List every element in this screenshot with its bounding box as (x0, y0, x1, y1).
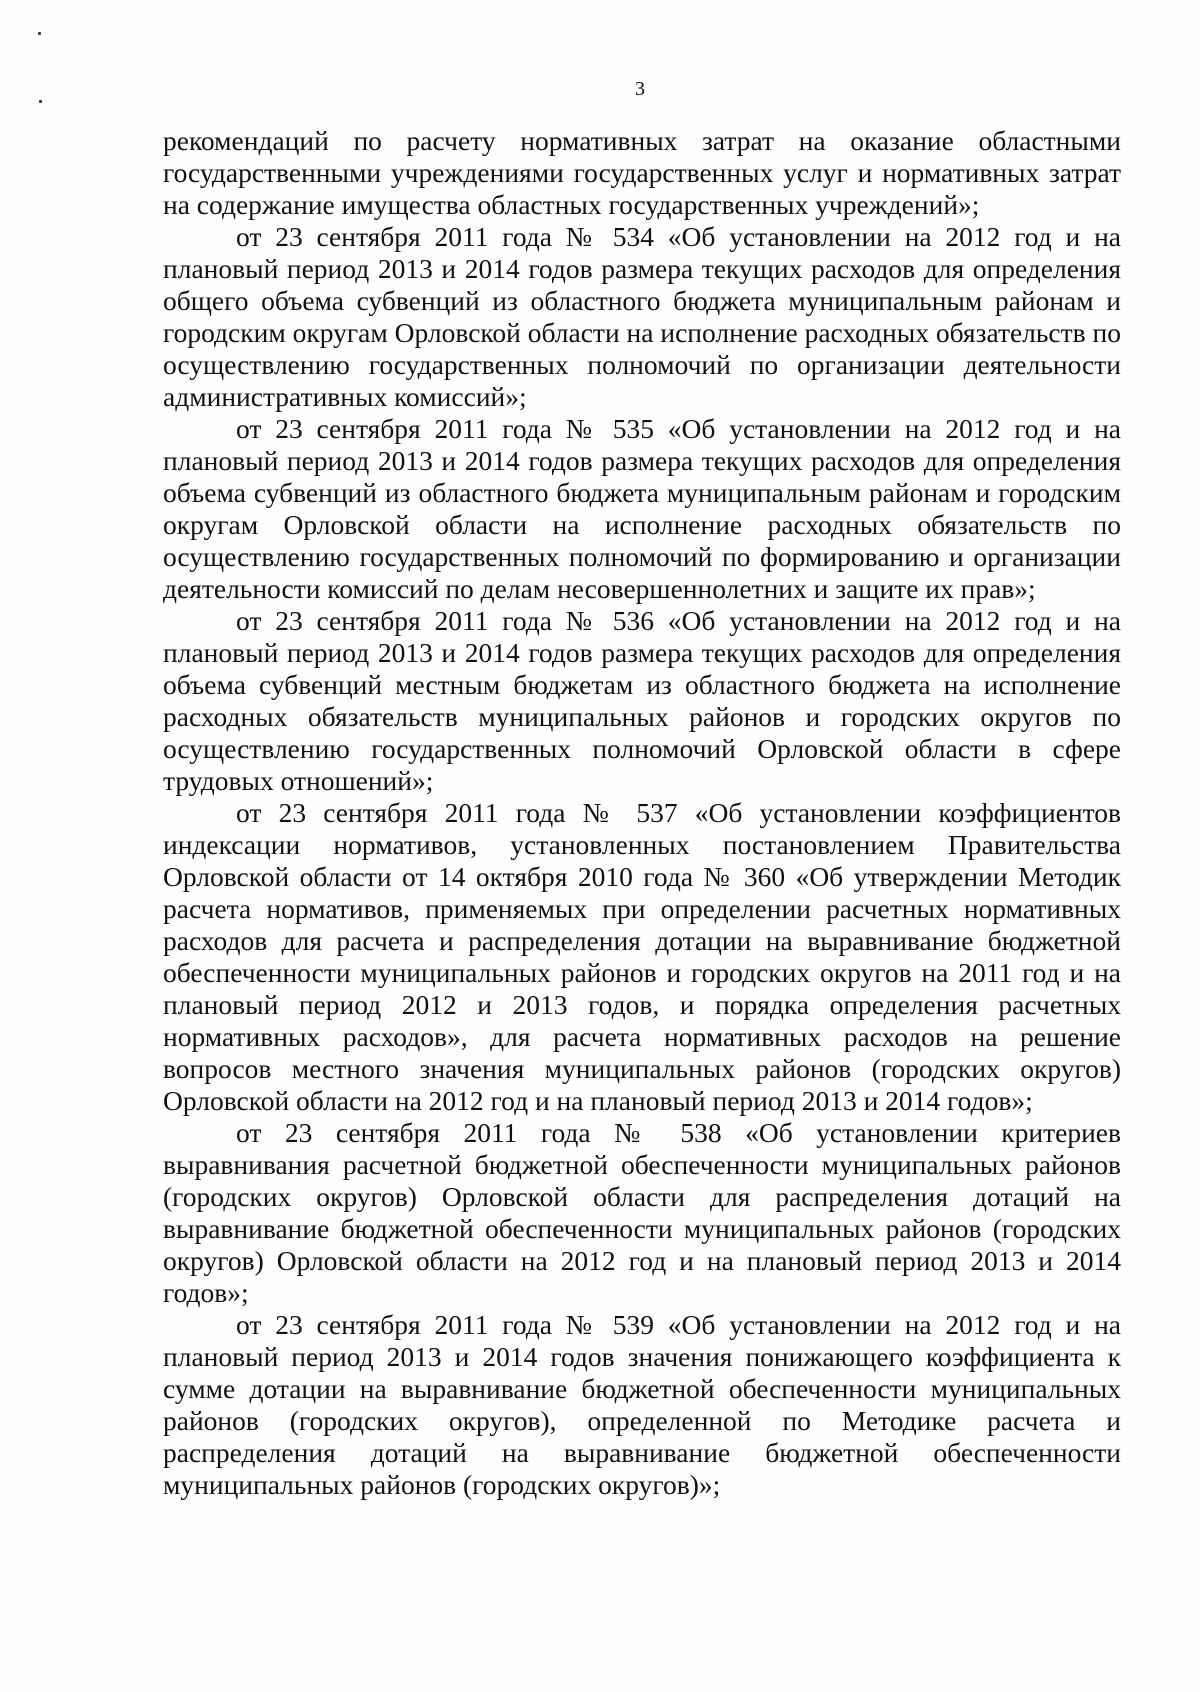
scan-speck (38, 32, 41, 35)
paragraph: от 23 сентября 2011 года № 539 «Об установлении на 2012 год и на плановый период 2013 и 2014 годов значения понижающего коэффициента к сумме дотации на выравнивание бюджетной обеспеченности муниципальных районов (городских округов), определенной по Методике расчета и распределения дотаций на выравнивание бюджетной обеспеченности муниципальных районов (городских округов)»; (163, 1309, 1121, 1500)
document-body (163, 125, 1121, 1501)
page-number: 3 (635, 78, 645, 100)
paragraph: от 23 сентября 2011 года № 536 «Об установлении на 2012 год и на плановый период 2013 и 2014 годов размера текущих расходов для определения объема субвенций местным бюджетам из областного бюджета на исполнение расходных обязательств муниципальных районов и городских округов по осуществлению государственных полномочий Орловской области в сфере трудовых отношений»; (163, 605, 1121, 796)
paragraph: от 23 сентября 2011 года № 538 «Об установлении критериев выравнивания расчетной бюджетной обеспеченности муниципальных районов (городских округов) Орловской области для распределения дотаций на выравнивание бюджетной обеспеченности муниципальных районов (городских округов) Орловской области на 2012 год и на плановый период 2013 и 2014 годов»; (163, 1117, 1121, 1308)
paragraph: от 23 сентября 2011 года № 534 «Об установлении на 2012 год и на плановый период 2013 и 2014 годов размера текущих расходов для определения общего объема субвенций из областного бюджета муниципальным районам и городским округам Орловской области на исполнение расходных обязательств по осуществлению государственных полномочий по организации деятельности административных комиссий»; (163, 221, 1121, 412)
paragraph: от 23 сентября 2011 года № 537 «Об установлении коэффициентов индексации нормативов, установленных постановлением Правительства Орловской области от 14 октября 2010 года № 360 «Об утверждении Методик расчета нормативов, применяемых при определении расчетных нормативных расходов для расчета и распределения дотации на выравнивание бюджетной обеспеченности муниципальных районов и городских округов на 2011 год и на плановый период 2012 и 2013 годов, и порядка определения расчетных нормативных расходов», для расчета нормативных расходов на решение вопросов местного значения муниципальных районов (городских округов) Орловской области на 2012 год и на плановый период 2013 и 2014 годов»; (163, 797, 1121, 1116)
paragraph: от 23 сентября 2011 года № 535 «Об установлении на 2012 год и на плановый период 2013 и 2014 годов размера текущих расходов для определения объема субвенций из областного бюджета муниципальным районам и городским округам Орловской области на исполнение расходных обязательств по осуществлению государственных полномочий по формированию и организации деятельности комиссий по делам несовершеннолетних и защите их прав»; (163, 413, 1121, 604)
paragraph: рекомендаций по расчету нормативных затрат на оказание областными государственными учреждениями государственных услуг и нормативных затрат на содержание имущества областных государственных учреждений»; (163, 125, 1121, 220)
